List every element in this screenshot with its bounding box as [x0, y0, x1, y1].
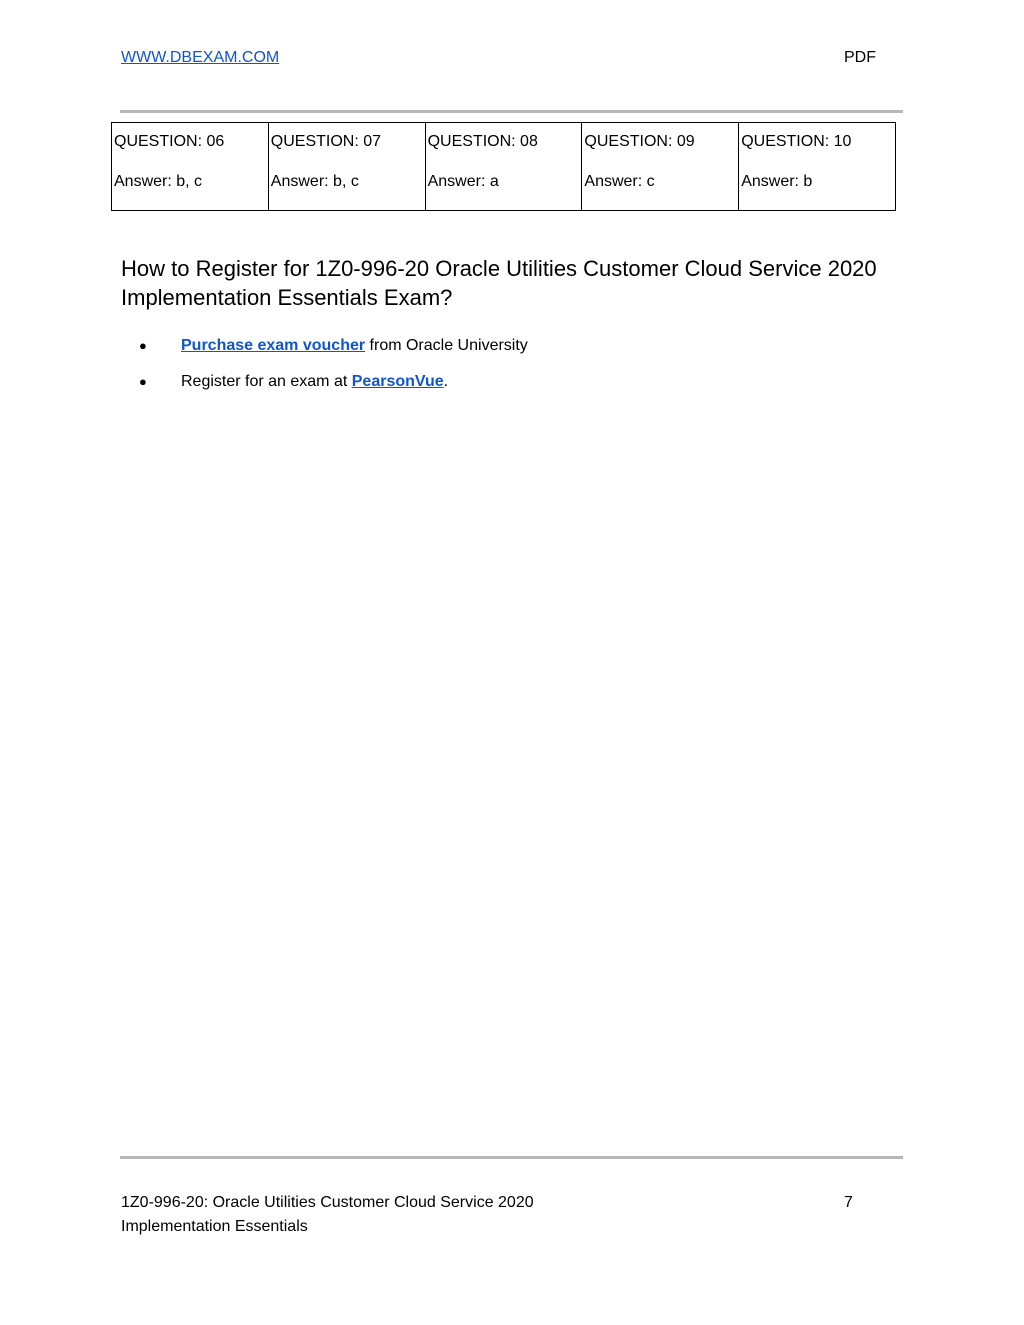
- question-number: QUESTION: 10: [741, 133, 852, 150]
- answer-value: Answer: c: [584, 173, 655, 190]
- registration-steps: [121, 334, 881, 406]
- bullet-icon: ●: [139, 338, 147, 353]
- footer-line-2: Implementation Essentials: [121, 1218, 308, 1235]
- answer-value: Answer: a: [427, 173, 499, 190]
- question-number: QUESTION: 09: [584, 133, 695, 150]
- header-divider: [120, 110, 903, 113]
- question-number: QUESTION: 07: [270, 133, 382, 150]
- table-row: [112, 123, 896, 211]
- answer-cell: [112, 123, 269, 211]
- answers-table: [111, 122, 896, 211]
- footer-title: [121, 1191, 534, 1239]
- pearsonvue-link[interactable]: PearsonVue: [351, 373, 444, 390]
- bullet-icon: ●: [139, 374, 147, 389]
- step-text-end: .: [443, 373, 449, 390]
- answer-cell: [268, 123, 425, 211]
- list-item: [121, 370, 881, 394]
- answer-value: Answer: b, c: [270, 173, 359, 190]
- answer-cell: [739, 123, 896, 211]
- footer-line-1: 1Z0-996-20: Oracle Utilities Customer Cloud Service 2020: [121, 1194, 534, 1211]
- answer-cell: [425, 123, 582, 211]
- step-text: from Oracle University: [365, 337, 528, 354]
- pdf-label: PDF: [844, 49, 876, 66]
- page-number: 7: [844, 1194, 853, 1211]
- question-number: QUESTION: 06: [114, 133, 225, 150]
- question-number: QUESTION: 08: [427, 133, 538, 150]
- step-text: Register for an exam at: [181, 373, 352, 390]
- list-item: [121, 334, 881, 358]
- footer-divider: [120, 1156, 903, 1159]
- purchase-voucher-link[interactable]: Purchase exam voucher: [181, 337, 366, 354]
- answer-value: Answer: b: [741, 173, 813, 190]
- section-heading: How to Register for 1Z0-996-20 Oracle Utilities Customer Cloud Service 2020 Implementation Essentials Exam?: [121, 256, 877, 310]
- answer-value: Answer: b, c: [114, 173, 203, 190]
- answer-cell: [582, 123, 739, 211]
- site-link[interactable]: WWW.DBEXAM.COM: [121, 49, 280, 66]
